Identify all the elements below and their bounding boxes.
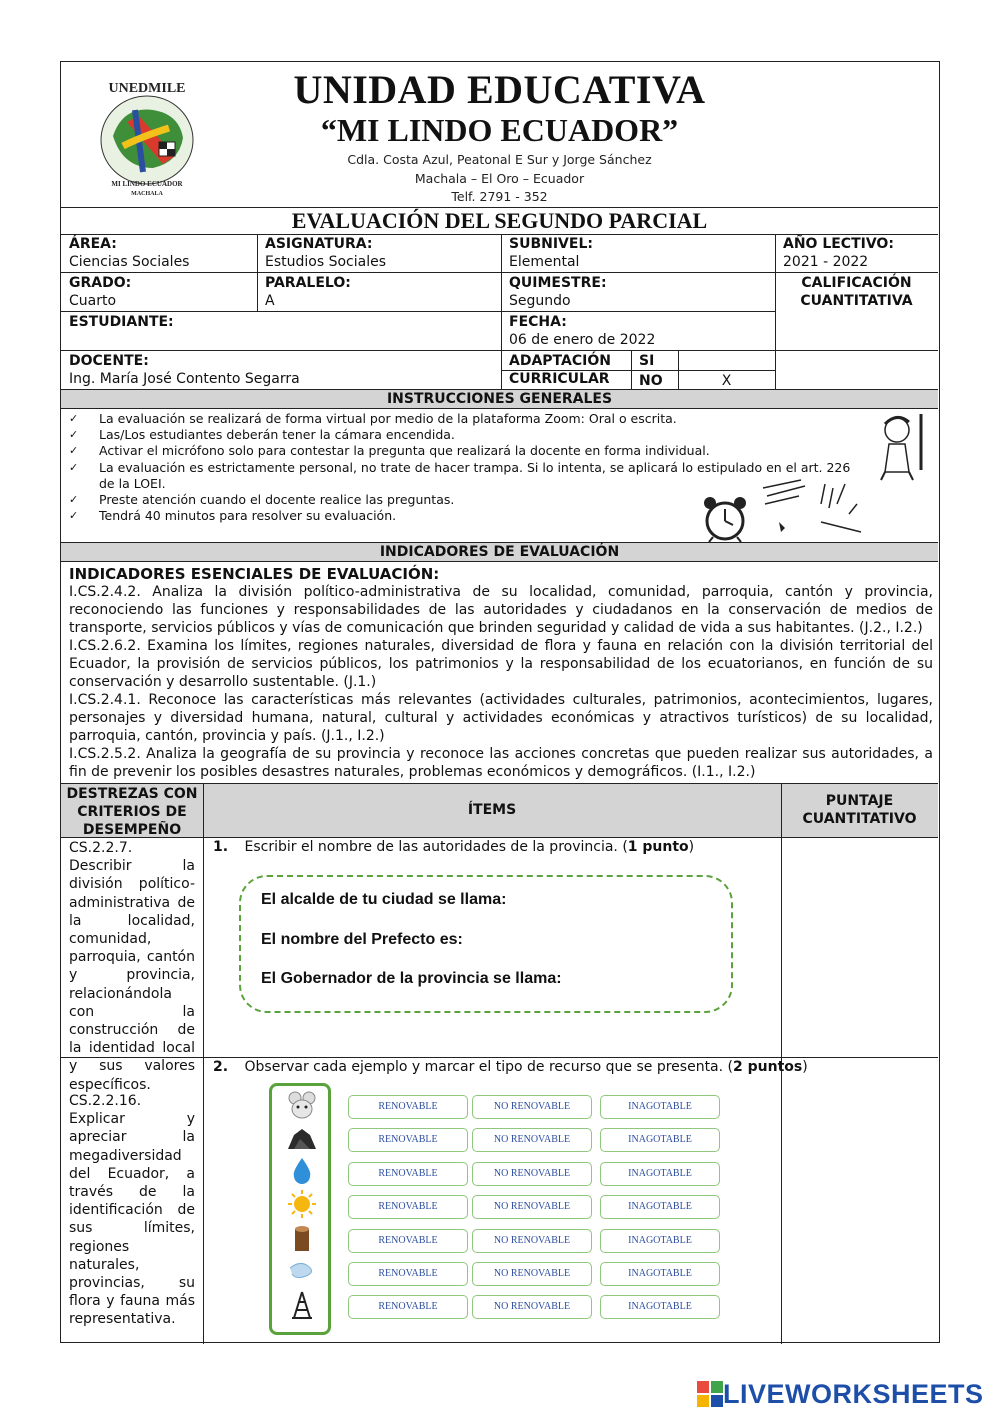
water-drop-icon: [286, 1156, 318, 1186]
question-text: Escribir el nombre de las autoridades de la provincia. (: [244, 839, 628, 855]
svg-text:MI LINDO ECUADOR: MI LINDO ECUADOR: [111, 180, 183, 188]
school-address-1: Cdla. Costa Azul, Peatonal E Sur y Jorge Sánchez: [347, 152, 652, 167]
question-number: 2.: [213, 1059, 229, 1075]
no-answer-box[interactable]: X: [721, 373, 732, 389]
instructions-title: INSTRUCCIONES GENERALES: [61, 389, 938, 409]
destreza-2: CS.2.2.16. Explicar y apreciar la megadiversidad del Ecuador, a través de la identificación de sus límites, regiones naturales, provincias, su flora y fauna más representativa.: [69, 1093, 195, 1328]
fecha-label: FECHA:: [509, 314, 567, 330]
answer-line-alcalde[interactable]: El alcalde de tu ciudad se llama:: [261, 891, 507, 908]
school-name-line2: “MI LINDO ECUADOR”: [320, 112, 679, 148]
asignatura-cell: [257, 234, 501, 272]
check-icon: ✓: [69, 444, 79, 458]
question-text: Observar cada ejemplo y marcar el tipo de recurso que se presenta. (: [244, 1059, 733, 1075]
question-number: 1.: [213, 839, 229, 855]
fecha-cell: [501, 312, 775, 350]
grado-label: GRADO:: [69, 275, 132, 291]
school-phone: Telf. 2791 - 352: [451, 189, 548, 204]
scribbles-icon: [761, 474, 871, 536]
oil-derrick-icon: [286, 1290, 318, 1320]
quimestre-cell: [501, 273, 775, 311]
anio-value: 2021 - 2022: [783, 254, 869, 270]
paralelo-cell: [257, 273, 501, 311]
option-no-renovable-button[interactable]: NO RENOVABLE: [472, 1195, 592, 1219]
adaptacion-cell: [501, 351, 631, 389]
check-icon: ✓: [69, 509, 79, 523]
si-label: SI: [639, 353, 655, 369]
destreza-1: CS.2.2.7. Describir la división político-administrativa de la localidad, comunidad, parroquia, cantón y provincia, relacionándola con la construcción de la identidad local y sus valores específicos.: [69, 840, 195, 1093]
check-icon: ✓: [69, 412, 79, 425]
liveworksheets-brand: [697, 1378, 984, 1410]
indicators-subtitle: INDICADORES ESENCIALES DE EVALUACIÓN:: [69, 565, 440, 583]
instruction-item: ✓ Activar el micrófono solo para contestar la pregunta que realizará la docente en forma individual.: [69, 443, 710, 459]
alarm-clock-icon: [697, 493, 753, 543]
paralelo-label: PARALELO:: [265, 275, 351, 291]
estudiante-label: ESTUDIANTE:: [69, 314, 174, 330]
option-renovable-button[interactable]: RENOVABLE: [348, 1295, 468, 1319]
school-address-2: Machala – El Oro – Ecuador: [414, 171, 585, 186]
docente-label: DOCENTE:: [69, 353, 149, 369]
instruction-item: ✓ Tendrá 40 minutos para resolver su evaluación.: [69, 508, 397, 524]
estudiante-cell[interactable]: [61, 312, 501, 332]
liveworksheets-text: LIVEWORKSHEETS: [723, 1378, 984, 1409]
grado-cell: [61, 273, 257, 311]
option-renovable-button[interactable]: RENOVABLE: [348, 1128, 468, 1152]
sun-icon: [286, 1189, 318, 1219]
col-items-header: ÍTEMS: [467, 802, 517, 818]
no-label: NO: [639, 373, 663, 389]
option-no-renovable-button[interactable]: NO RENOVABLE: [472, 1162, 592, 1186]
subnivel-cell: [501, 234, 775, 272]
option-renovable-button[interactable]: RENOVABLE: [348, 1162, 468, 1186]
indicator-item: I.CS.2.5.2. Analiza la geografía de su provincia y reconoce las acciones concretas que pueden realizar sus autoridades, a fin de prevenir los posibles desastres naturales, problemas económicos y demográficos. (I.1., I.2.): [69, 746, 933, 780]
divider: [203, 783, 204, 1344]
check-icon: ✓: [69, 493, 79, 507]
question-points: 2 puntos: [733, 1059, 803, 1075]
option-inagotable-button[interactable]: INAGOTABLE: [600, 1128, 720, 1152]
question-points: 1 punto: [627, 839, 689, 855]
student-writing-icon: [871, 410, 935, 484]
indicator-item: I.CS.2.4.2. Analiza la división político-administrativa de su localidad, comunidad, parroquia, cantón y provincia, reconociendo las funciones y responsabilidades de las autoridades y ciudadanos en la conservación de medios de transporte, servicios públicos y vías de comunicación que brinden seguridad y calidad de vida a sus habitantes. (J.2., I.2.): [69, 584, 933, 636]
indicator-item: I.CS.2.4.1. Reconoce las características más relevantes (actividades culturales, patrimonios, acontecimientos, lugares, personajes y diversidad humana, natural, cultural y actividades económicas y atractivos turísticos) de su localidad, parroquia, cantón, provincia y país. (J.1., I.2.): [69, 692, 933, 744]
answer-line-prefecto[interactable]: El nombre del Prefecto es:: [261, 931, 463, 948]
question-close: ): [688, 839, 695, 855]
wood-log-icon: [286, 1223, 318, 1253]
si-answer-box[interactable]: [678, 351, 775, 353]
docente-value: Ing. María José Contento Segarra: [69, 371, 300, 387]
resource-icons-column: [269, 1083, 331, 1335]
instruction-item: ✓ Las/Los estudiantes deberán tener la cámara encendida.: [69, 427, 455, 443]
mouse-icon: [286, 1090, 318, 1120]
instruction-item: ✓ Preste atención cuando el docente realice las preguntas.: [69, 492, 455, 508]
items-table-header: [61, 783, 938, 838]
docente-cell: [61, 351, 501, 389]
subnivel-value: Elemental: [509, 254, 580, 270]
option-no-renovable-button[interactable]: NO RENOVABLE: [472, 1128, 592, 1152]
authorities-answer-box: [239, 875, 733, 1013]
area-value: Ciencias Sociales: [69, 254, 190, 270]
question-close: ): [802, 1059, 808, 1075]
subnivel-label: SUBNIVEL:: [509, 236, 593, 252]
area-cell: [61, 234, 257, 272]
asignatura-value: Estudios Sociales: [265, 254, 387, 270]
liveworksheets-logo-icon: [697, 1381, 723, 1407]
quimestre-value: Segundo: [509, 293, 571, 309]
question-2: [213, 1059, 808, 1075]
option-no-renovable-button[interactable]: NO RENOVABLE: [472, 1229, 592, 1253]
school-name-line1: UNIDAD EDUCATIVA: [293, 67, 706, 112]
svg-text:UNEDMILE: UNEDMILE: [108, 81, 186, 96]
indicators-title: INDICADORES DE EVALUACIÓN: [61, 542, 938, 562]
option-inagotable-button[interactable]: INAGOTABLE: [600, 1095, 720, 1119]
fecha-value: 06 de enero de 2022: [509, 332, 656, 348]
question-1: [213, 839, 694, 855]
check-icon: ✓: [69, 460, 79, 474]
option-no-renovable-button[interactable]: NO RENOVABLE: [472, 1262, 592, 1286]
worksheet-frame: [60, 61, 940, 1343]
adaptacion-label-1: ADAPTACIÓN: [509, 353, 611, 369]
col-destrezas-header: DESTREZAS CON CRITERIOS DE DESEMPEÑO: [66, 786, 198, 838]
paralelo-value: A: [265, 293, 275, 309]
instruction-item: ✓ La evaluación es estrictamente personal, no trate de hacer trampa. Si lo intenta, se aplicará lo estipulado en el art. 226 de la LOEI.: [69, 459, 851, 491]
option-inagotable-button[interactable]: INAGOTABLE: [600, 1162, 720, 1186]
area-label: ÁREA:: [69, 236, 117, 252]
indicators-block: [69, 565, 933, 781]
calificacion-label-1: CALIFICACIÓN: [801, 275, 912, 291]
option-inagotable-button[interactable]: INAGOTABLE: [600, 1195, 720, 1219]
svg-text:MACHALA: MACHALA: [131, 191, 163, 197]
option-no-renovable-button[interactable]: NO RENOVABLE: [472, 1095, 592, 1119]
option-renovable-button[interactable]: RENOVABLE: [348, 1195, 468, 1219]
quimestre-label: QUIMESTRE:: [509, 275, 607, 291]
asignatura-label: ASIGNATURA:: [265, 236, 373, 252]
wind-icon: [286, 1256, 318, 1286]
check-icon: ✓: [69, 428, 79, 442]
grado-value: Cuarto: [69, 293, 117, 309]
anio-cell: [775, 234, 938, 272]
evaluation-title: EVALUACIÓN DEL SEGUNDO PARCIAL: [61, 207, 938, 235]
adaptacion-label-2: CURRICULAR: [509, 371, 610, 387]
calificacion-cell: [775, 273, 938, 311]
option-inagotable-button[interactable]: INAGOTABLE: [600, 1262, 720, 1286]
option-renovable-button[interactable]: RENOVABLE: [348, 1095, 468, 1119]
instruction-item: ✓ La evaluación se realizará de forma virtual por medio de la plataforma Zoom: Oral o escrita.: [69, 411, 677, 426]
option-renovable-button[interactable]: RENOVABLE: [348, 1262, 468, 1286]
calificacion-label-2: CUANTITATIVA: [800, 293, 913, 309]
option-renovable-button[interactable]: RENOVABLE: [348, 1229, 468, 1253]
school-header: [61, 62, 938, 208]
answer-line-gobernador[interactable]: El Gobernador de la provincia se llama:: [261, 970, 562, 987]
anio-label: AÑO LECTIVO:: [783, 236, 894, 252]
option-inagotable-button[interactable]: INAGOTABLE: [600, 1229, 720, 1253]
col-puntaje-header: PUNTAJE CUANTITATIVO: [802, 793, 917, 827]
indicator-item: I.CS.2.6.2. Examina los límites, regiones naturales, diversidad de flora y fauna en relación con la división territorial del Ecuador, la provisión de servicios públicos, los patrimonios y la responsabilidad de los ecuatorianos, en función de su conservación y desarrollo sustentable. (J.1.): [69, 638, 933, 690]
coal-icon: [286, 1123, 318, 1153]
option-inagotable-button[interactable]: INAGOTABLE: [600, 1295, 720, 1319]
option-no-renovable-button[interactable]: NO RENOVABLE: [472, 1295, 592, 1319]
